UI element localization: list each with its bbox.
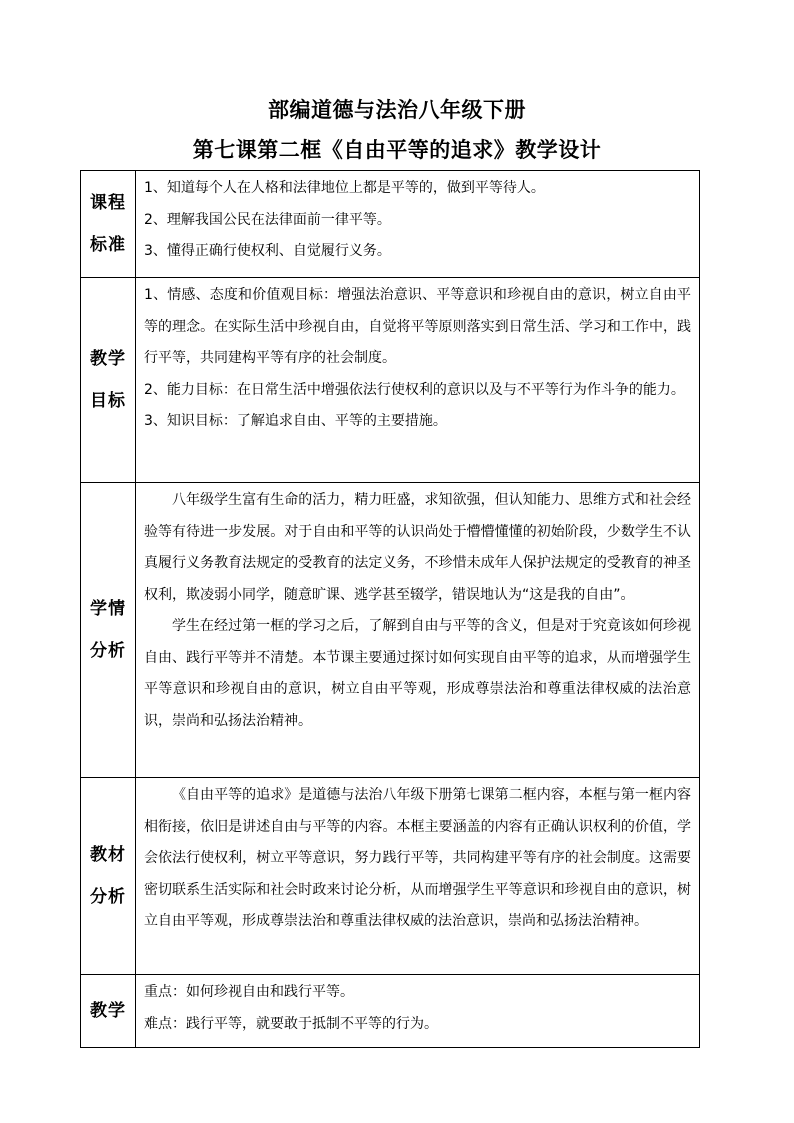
content-material-analysis bbox=[136, 778, 700, 975]
focus-item: 难点：践行平等，就要敢于抵制不平等的行为。 bbox=[144, 1015, 438, 1032]
label-student-analysis: 学情 分析 bbox=[81, 483, 136, 778]
content-teaching-focus bbox=[136, 975, 700, 1048]
label-teaching-focus: 教学 bbox=[81, 975, 136, 1048]
title-line-2: 第七课第二框《自由平等的追求》教学设计 bbox=[192, 138, 602, 162]
student-paragraph: 八年级学生富有生命的活力，精力旺盛，求知欲强，但认知能力、思维方式和社会经验等有待进一步发展。对于自由和平等的认识尚处于懵懵懂懂的初始阶段，少数学生不认真履行义务教育法规定的受教育的法定义务，不珍惜未成年人保护法规定的受教育的神圣权利，欺凌弱小同学，随意旷课、逃学甚至辍学，错误地认为“这是我的自由”。 bbox=[144, 492, 691, 603]
focus-item: 重点：如何珍视自由和践行平等。 bbox=[144, 984, 354, 1000]
label-material-analysis: 教材 分析 bbox=[81, 778, 136, 975]
row-student-analysis bbox=[81, 483, 700, 778]
label-teaching-goals: 教学 目标 bbox=[81, 278, 136, 483]
goal-item: 1、情感、态度和价值观目标：增强法治意识、平等意识和珍视自由的意识，树立自由平等的理念。在实际生活中珍视自由，自觉将平等原则落实到日常生活、学习和工作中，践行平等，共同建构平等有序的社会制度。 bbox=[144, 287, 691, 366]
goal-item: 2、能力目标：在日常生活中增强依法行使权利的意识以及与不平等行为作斗争的能力。 bbox=[144, 381, 685, 398]
lesson-plan-table bbox=[80, 170, 700, 1048]
row-material-analysis bbox=[81, 778, 700, 975]
material-paragraph: 《自由平等的追求》是道德与法治八年级下册第七课第二框内容，本框与第一框内容相衔接，依旧是讲述自由与平等的内容。本框主要涵盖的内容有正确认识权利的价值，学会依法行使权利，树立平等意识，努力践行平等，共同构建平等有序的社会制度。这需要密切联系生活实际和社会时政来讨论分析，从而增强学生平等意识和珍视自由的意识，树立自由平等观，形成尊崇法治和尊重法律权威的法治意识，崇尚和弘扬法治精神。 bbox=[144, 787, 691, 929]
row-teaching-goals bbox=[81, 278, 700, 483]
row-curriculum-standard bbox=[81, 171, 700, 278]
title-line-1: 部编道德与法治八年级下册 bbox=[268, 98, 526, 122]
standard-item: 2、理解我国公民在法律面前一律平等。 bbox=[144, 211, 391, 228]
content-student-analysis bbox=[136, 483, 700, 778]
label-curriculum-standard: 课程 标准 bbox=[81, 171, 136, 278]
standard-item: 1、知道每个人在人格和法律地位上都是平等的，做到平等待人。 bbox=[144, 180, 545, 196]
document-title bbox=[0, 92, 794, 169]
content-teaching-goals bbox=[136, 278, 700, 483]
standard-item: 3、懂得正确行使权利、自觉履行义务。 bbox=[144, 243, 391, 259]
goal-item: 3、知识目标：了解追求自由、平等的主要措施。 bbox=[144, 413, 447, 429]
row-teaching-focus bbox=[81, 975, 700, 1048]
content-curriculum-standard bbox=[136, 171, 700, 278]
student-paragraph: 学生在经过第一框的学习之后，了解到自由与平等的含义，但是对于究竟该如何珍视自由、践行平等并不清楚。本节课主要通过探讨如何实现自由平等的追求，从而增强学生平等意识和珍视自由的意识，树立自由平等观，形成尊崇法治和尊重法律权威的法治意识，崇尚和弘扬法治精神。 bbox=[144, 618, 691, 729]
